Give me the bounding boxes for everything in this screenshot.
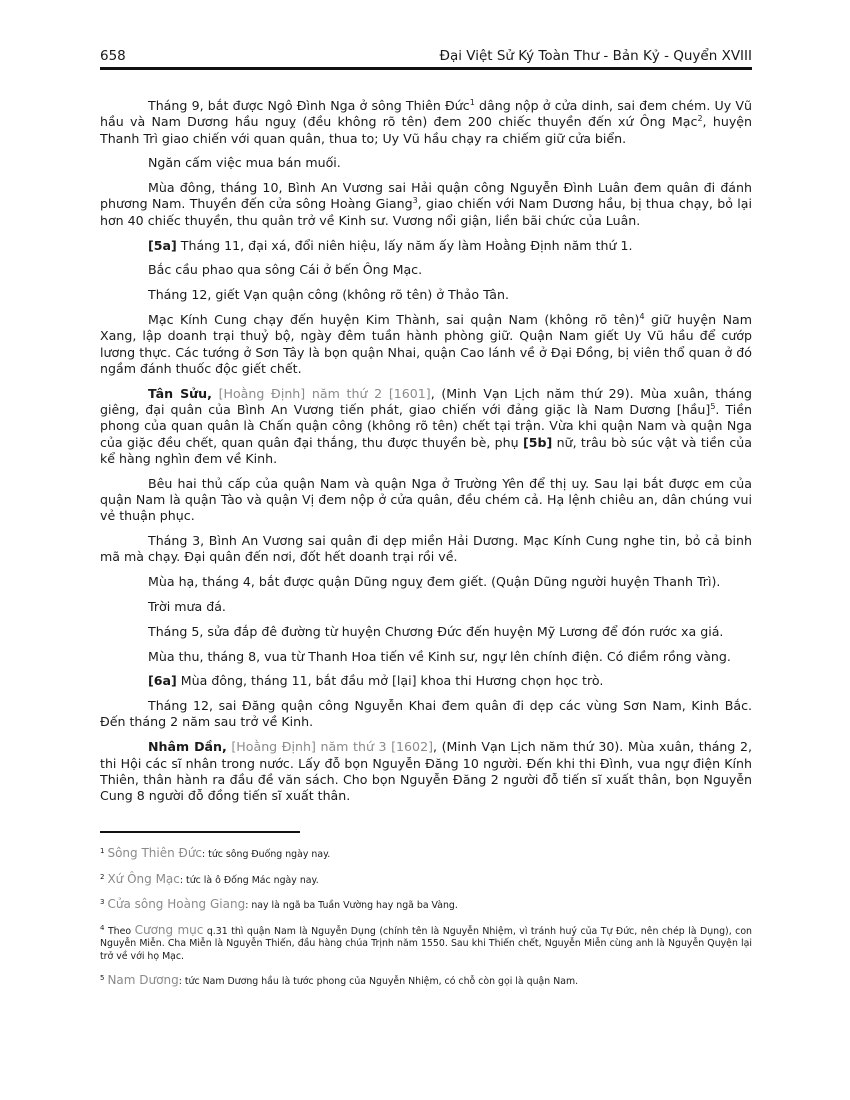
text-run: . Tiền phong của quan quân là Chấn quận công (không rõ tên) chết tại trận. Vừa khi quận Nam và quận Nga của giặc đều chết, quan quân đại thắng, thu được thuyền bè, phụ — [100, 401, 752, 450]
paragraph — [100, 312, 752, 377]
year-heading: Nhâm Dần, — [148, 739, 227, 755]
footnote-term: Cương mục — [134, 922, 204, 937]
running-title: Đại Việt Sử Ký Toàn Thư - Bản Kỷ - Quyển XVIII — [439, 48, 752, 64]
footnote-term: Sông Thiên Đức — [107, 846, 203, 860]
footnote-ref[interactable]: 2 — [697, 114, 703, 124]
footnote-number: 4 — [100, 923, 105, 932]
paragraph: Ngăn cấm việc mua bán muối. — [148, 155, 341, 171]
text-run: Mùa đông, tháng 11, bắt đầu mở [lại] khoa thi Hương chọn học trò. — [176, 673, 604, 689]
text-run: , (Minh Vạn Lịch năm thứ 30). Mùa xuân, tháng 2, thi Hội các sĩ nhân trong nước. Lấy đỗ bọn Nguyễn Đăng 10 người. Đến khi thi Đình, vua ngự điện Kính Thiên, thân hành ra đầu đề văn sách. Cho bọn Nguyễn Đăng 2 người đỗ tiến sĩ xuất thân, bọn Nguyễn Cung 8 người đỗ đồng tiến sĩ xuất thân. — [100, 739, 752, 804]
page-marker: [6a] — [148, 673, 177, 689]
paragraph — [100, 739, 752, 804]
paragraph: Tháng 12, giết Vạn quận công (không rõ tên) ở Thảo Tân. — [148, 287, 509, 303]
footnote-term: Xứ Ông Mạc — [107, 871, 180, 886]
footnote-term: Cửa sông Hoàng Giang — [107, 897, 246, 911]
body-text — [100, 98, 752, 813]
text-run: Mạc Kính Cung chạy đến huyện Kim Thành, sai quận Nam (không rõ tên) — [148, 311, 640, 327]
text-run: dâng nộp ở cửa dinh, sai đem chém. Uy Vũ hầu và Nam Dương hầu nguỵ (đều không rõ tên) đem 200 chiếc thuyền đến xứ Ông Mạc — [100, 98, 752, 130]
text-run: , huyện Thanh Trì giao chiến với quan quân, thua to; Uy Vũ hầu chạy ra chiếm giữ cửa biển. — [100, 114, 753, 146]
footnote-text: : tức là ô Đống Mác ngày nay. — [179, 874, 319, 886]
reign-year: [Hoằng Định] năm thứ 3 [1602] — [226, 739, 433, 755]
reign-year: [Hoằng Định] năm thứ 2 [1601] — [211, 385, 431, 401]
text-run: , giao chiến với Nam Dương hầu, bị thua chạy, bỏ lại hơn 40 chiếc thuyền, thu quân trở về Kinh sư. Vương nổi giận, liền bãi chức của Luân. — [100, 196, 752, 228]
footnote-text: : tức Nam Dương hầu là tước phong của Nguyễn Nhiệm, có chỗ còn gọi là quận Nam. — [178, 976, 579, 987]
paragraph: Tháng 3, Bình An Vương sai quân đi dẹp miền Hải Dương. Mạc Kính Cung nghe tin, bỏ cả binh mã mà chạy. Đại quân đến nơi, đốt hết doanh trại rồi về. — [100, 533, 752, 565]
paragraph: Tháng 12, sai Đăng quận công Nguyễn Khai đem quân đi dẹp các vùng Sơn Nam, Kinh Bắc. Đến tháng 2 năm sau trở về Kinh. — [100, 698, 752, 730]
paragraph — [100, 673, 752, 689]
header-rule — [100, 67, 752, 70]
footnote-ref[interactable]: 5 — [710, 401, 716, 411]
paragraph — [100, 98, 752, 147]
footnote — [100, 924, 752, 964]
footnote — [100, 873, 752, 888]
year-heading: Tân Sửu, — [148, 385, 212, 401]
paragraph: Mùa hạ, tháng 4, bắt được quận Dũng nguỵ đem giết. (Quận Dũng người huyện Thanh Trì). — [148, 574, 721, 590]
page-number: 658 — [100, 48, 126, 64]
footnote-number: 5 — [100, 974, 105, 982]
footnote — [100, 847, 752, 862]
footnote-text: Theo — [107, 925, 135, 937]
footnote — [100, 974, 752, 989]
footnote-ref[interactable]: 4 — [639, 311, 645, 321]
paragraph: Bêu hai thủ cấp của quận Nam và quận Nga ở Trường Yên để thị uy. Sau lại bắt được em của quận Nam là quận Tào và quận Vị đem nộp ở cửa quân, đều chém cả. Hạ lệnh chiêu an, dân chúng vui vẻ thuận phục. — [100, 475, 752, 524]
text-run: nữ, trâu bò súc vật và tiền của kể hàng nghìn đem về Kinh. — [100, 434, 752, 466]
text-run: Tháng 9, bắt được Ngô Đình Nga ở sông Thiên Đức — [148, 98, 470, 113]
footnote-text: : nay là ngã ba Tuần Vường hay ngã ba Vàng. — [245, 900, 458, 911]
paragraph — [100, 180, 752, 229]
footnote-number: 3 — [100, 898, 105, 906]
text-run: Tháng 11, đại xá, đổi niên hiệu, lấy năm ấy làm Hoằng Định năm thứ 1. — [176, 237, 633, 253]
page-marker: [5a] — [148, 237, 177, 253]
paragraph — [100, 386, 752, 467]
text-run: , (Minh Vạn Lịch năm thứ 29). Mùa xuân, tháng giêng, đại quân của Bình An Vương tiến phát, giao chiến với đảng giặc là Nam Dương [hầu] — [100, 385, 752, 417]
paragraph — [100, 238, 752, 254]
paragraph: Bắc cầu phao qua sông Cái ở bến Ông Mạc. — [148, 262, 423, 278]
text-run: giữ huyện Nam Xang, lập doanh trại thuỷ bộ, ngày đêm tuần hành phòng giữ. Quận Nam giết Uy Vũ hầu để cướp lương thực. Các tướng ở Sơn Tây là bọn quận Nhai, quận Cao lánh về ở Đại Đồng, bị viên thổ quan ở đó ngầm đánh thuốc độc giết chết. — [100, 311, 752, 376]
paragraph: Trời mưa đá. — [148, 598, 226, 614]
footnote-text: : tức sông Đuống ngày nay. — [202, 849, 331, 860]
footnotes — [100, 847, 752, 1000]
footnote-number: 1 — [100, 847, 105, 855]
footnote-text: q.31 thì quận Nam là Nguyễn Dụng (chính tên là Nguyễn Nhiệm, vì tránh huý của Tự Đức, nên chép là Dụng), con Nguyễn Miễn. Cha Miễn là Nguyễn Thiến, đầu hàng chúa Trịnh năm 1550. Sau khi Thiến chết, Nguyễn Miễn cùng anh là Nguyễn Quyện lại trở về với họ Mạc. — [100, 925, 752, 962]
paragraph: Tháng 5, sửa đắp đê đường từ huyện Chương Đức đến huyện Mỹ Lương để đón rước xa giá. — [148, 623, 724, 639]
footnote-ref[interactable]: 3 — [412, 196, 418, 206]
footnote-term: Nam Dương — [107, 973, 179, 987]
paragraph: Mùa thu, tháng 8, vua từ Thanh Hoa tiến về Kinh sư, ngự lên chính điện. Có điềm rồng vàng. — [148, 648, 731, 664]
footnote — [100, 898, 752, 913]
footnote-rule — [100, 831, 300, 833]
footnote-number: 2 — [100, 872, 105, 881]
footnote-ref[interactable]: 1 — [469, 98, 475, 107]
text-run: Mùa đông, tháng 10, Bình An Vương sai Hải quận công Nguyễn Đình Luân đem quân đi đánh phương Nam. Thuyền đến cửa sông Hoàng Giang — [100, 180, 752, 212]
page-marker: [5b] — [522, 434, 553, 450]
